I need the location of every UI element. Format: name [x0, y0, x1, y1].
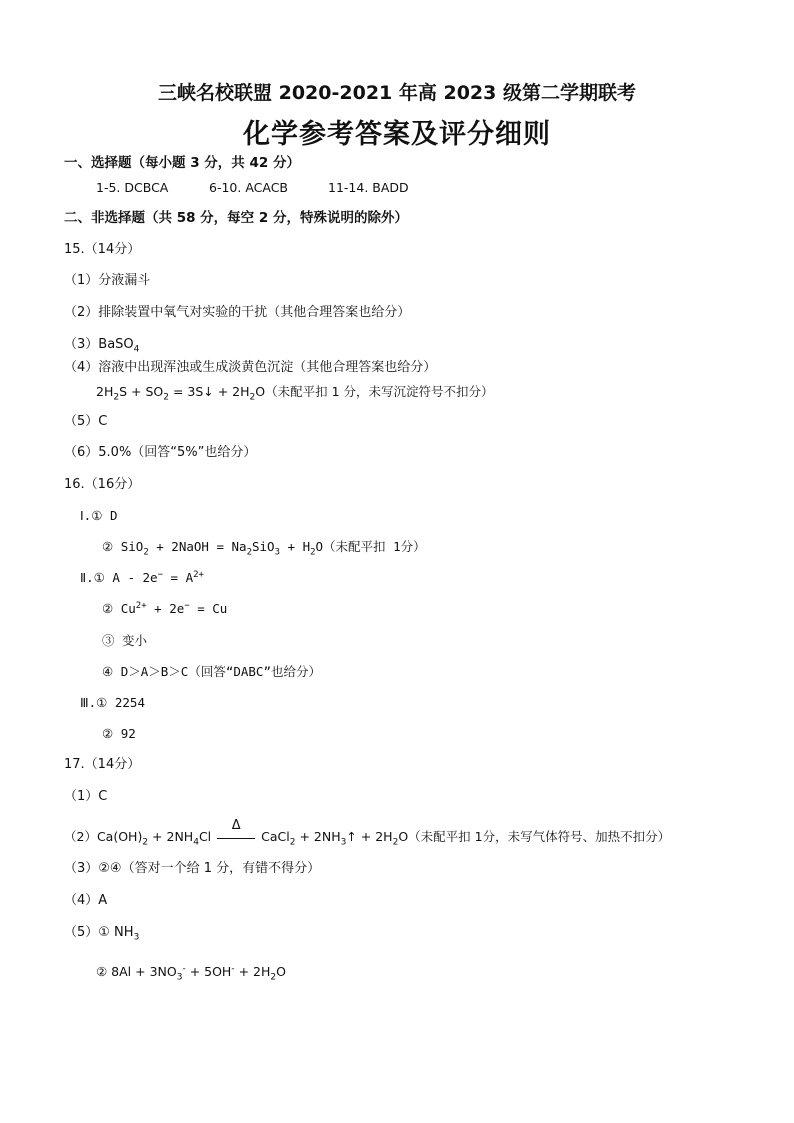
q16-part2-answer-2: ② $Cu^{2+} + 2e^- = Cu$	[102, 600, 228, 616]
q16-part3-answer-2: ② 92	[102, 726, 136, 741]
q16-part2-answer-1: Ⅱ.① $A - 2e^- = A^{2+}$	[80, 569, 204, 585]
q15-equation: $2H_2S + SO_2$ = 3S↓ + $2H_2O$（未配平扣 1 分，未写沉淀符号不扣分）	[96, 384, 494, 403]
q17-answer-5-2: ② $8Al + 3NO_3^- + 5OH^- + 2H_2O$	[96, 963, 286, 983]
q17-heading: 17.（14分）	[64, 757, 141, 772]
q15-answer-6: （6）5.0%（回答“5%”也给分）	[64, 445, 257, 460]
q17-answer-3: （3）②④（答对一个给 1 分，有错不得分）	[64, 861, 321, 876]
part1-heading: 一、选择题（每小题 3 分，共 42 分）	[64, 155, 300, 171]
q17-answer-5-1: （5）① $NH_3$	[64, 925, 140, 943]
q15-answer-2: （2）排除装置中氧气对实验的干扰（其他合理答案也给分）	[64, 305, 411, 320]
q15-answer-4: （4）溶液中出现浑浊或生成淡黄色沉淀（其他合理答案也给分）	[64, 360, 437, 375]
q17-answer-2-equation: $(2)Ca(OH)_2 + 2NH_4Cl$ Δ CaCl$_2$ + $2NH_3↑ + 2H_2O$（未配平扣 1分，未写气体符号、加热不扣分）	[64, 817, 671, 848]
part2-heading: 二、非选择题（共 58 分，每空 2 分，特殊说明的除外）	[64, 210, 408, 226]
document-title: 化学参考答案及评分细则	[243, 119, 551, 150]
q17-answer-4: （4）A	[64, 893, 108, 908]
q16-part1-answer-1: Ⅰ.① D	[80, 508, 118, 523]
q15-answer-3: （3）BaSO$_4$	[64, 337, 140, 355]
q15-answer-5: （5）C	[64, 414, 108, 429]
heating-arrow-icon: Δ	[215, 830, 257, 846]
choice-answers-1-5: 1-5. DCBCA	[96, 180, 169, 195]
q16-part3-answer-1: Ⅲ.① 2254	[80, 695, 145, 710]
q16-part1-answer-2: ② SiO$_2$ + 2NaOH = $Na_2SiO_3 + H_2O$（未配平扣 1分）	[102, 539, 426, 558]
choice-answers-6-10: 6-10. ACACB	[209, 180, 289, 195]
exam-title: 三峡名校联盟 2020-2021 年高 2023 级第二学期联考	[158, 82, 636, 104]
choice-answers-11-14: 11-14. BADD	[328, 180, 409, 195]
q16-part2-answer-3: ③ 变小	[102, 633, 148, 648]
q15-answer-1: （1）分液漏斗	[64, 273, 151, 288]
q16-heading: 16.（16分）	[64, 477, 141, 492]
q17-answer-1: （1）C	[64, 789, 108, 804]
q16-part2-answer-4: ④ D＞A＞B＞C（回答“DABC”也给分）	[102, 664, 321, 679]
q15-heading: 15.（14分）	[64, 242, 141, 257]
